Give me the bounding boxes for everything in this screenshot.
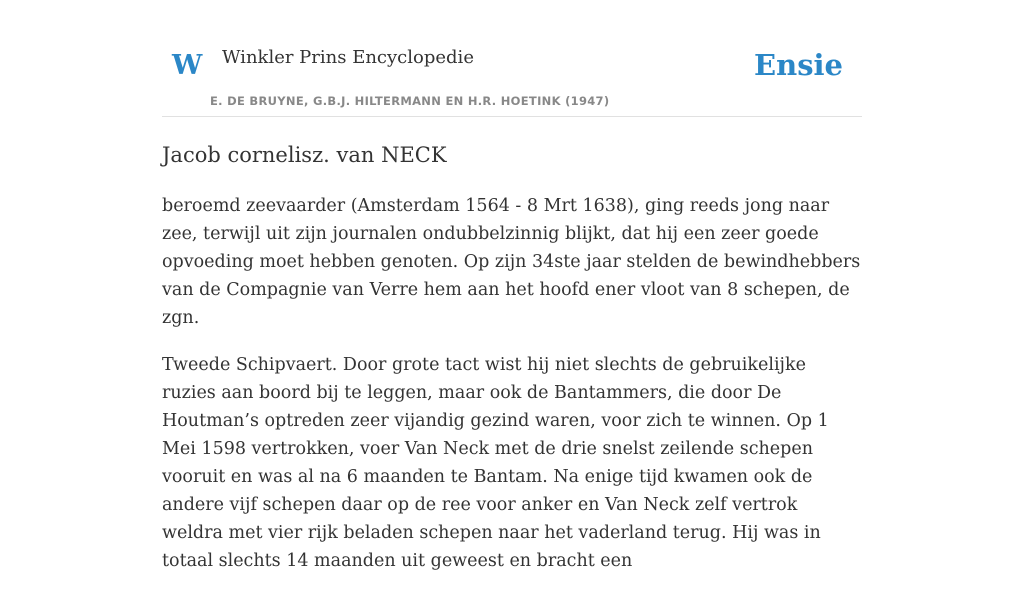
winkler-prins-logo[interactable]: W	[172, 50, 203, 81]
authors-line: E. DE BRUYNE, G.B.J. HILTERMANN EN H.R. HOETINK (1947)	[210, 94, 610, 108]
paragraph: Tweede Schipvaert. Door grote tact wist hij niet slechts de gebruikelijke ruzies aan boord bij te leggen, maar ook de Bantammers, die door De Houtman’s optreden zeer vijandig gezind waren, voor zich te winnen. Op 1 Mei 1598 vertrokken, voer Van Neck met de drie snelst zeilende schepen vooruit en was al na 6 maanden te Bantam. Na enige tijd kwamen ook de andere vijf schepen daar op de ree voor anker en Van Neck zelf vertrok weldra met vier rijk beladen schepen naar het vaderland terug. Hij was in totaal slechts 14 maanden uit geweest en bracht een	[162, 355, 829, 571]
paragraph: beroemd zeevaarder (Amsterdam 1564 - 8 Mrt 1638), ging reeds jong naar zee, terwijl uit zijn journalen ondubbelzinnig blijkt, dat hij een zeer goede opvoeding moet hebben genoten. Op zijn 34ste jaar stelden de bewindhebbers van de Compagnie van Verre hem aan het hoofd ener vloot van 8 schepen, de zgn.	[162, 196, 861, 328]
article-body	[162, 192, 862, 594]
header	[162, 0, 862, 117]
article-title: Jacob cornelisz. van NECK	[162, 143, 447, 167]
ensie-logo[interactable]: Ensie	[754, 48, 843, 82]
source-title[interactable]: Winkler Prins Encyclopedie	[222, 47, 474, 68]
